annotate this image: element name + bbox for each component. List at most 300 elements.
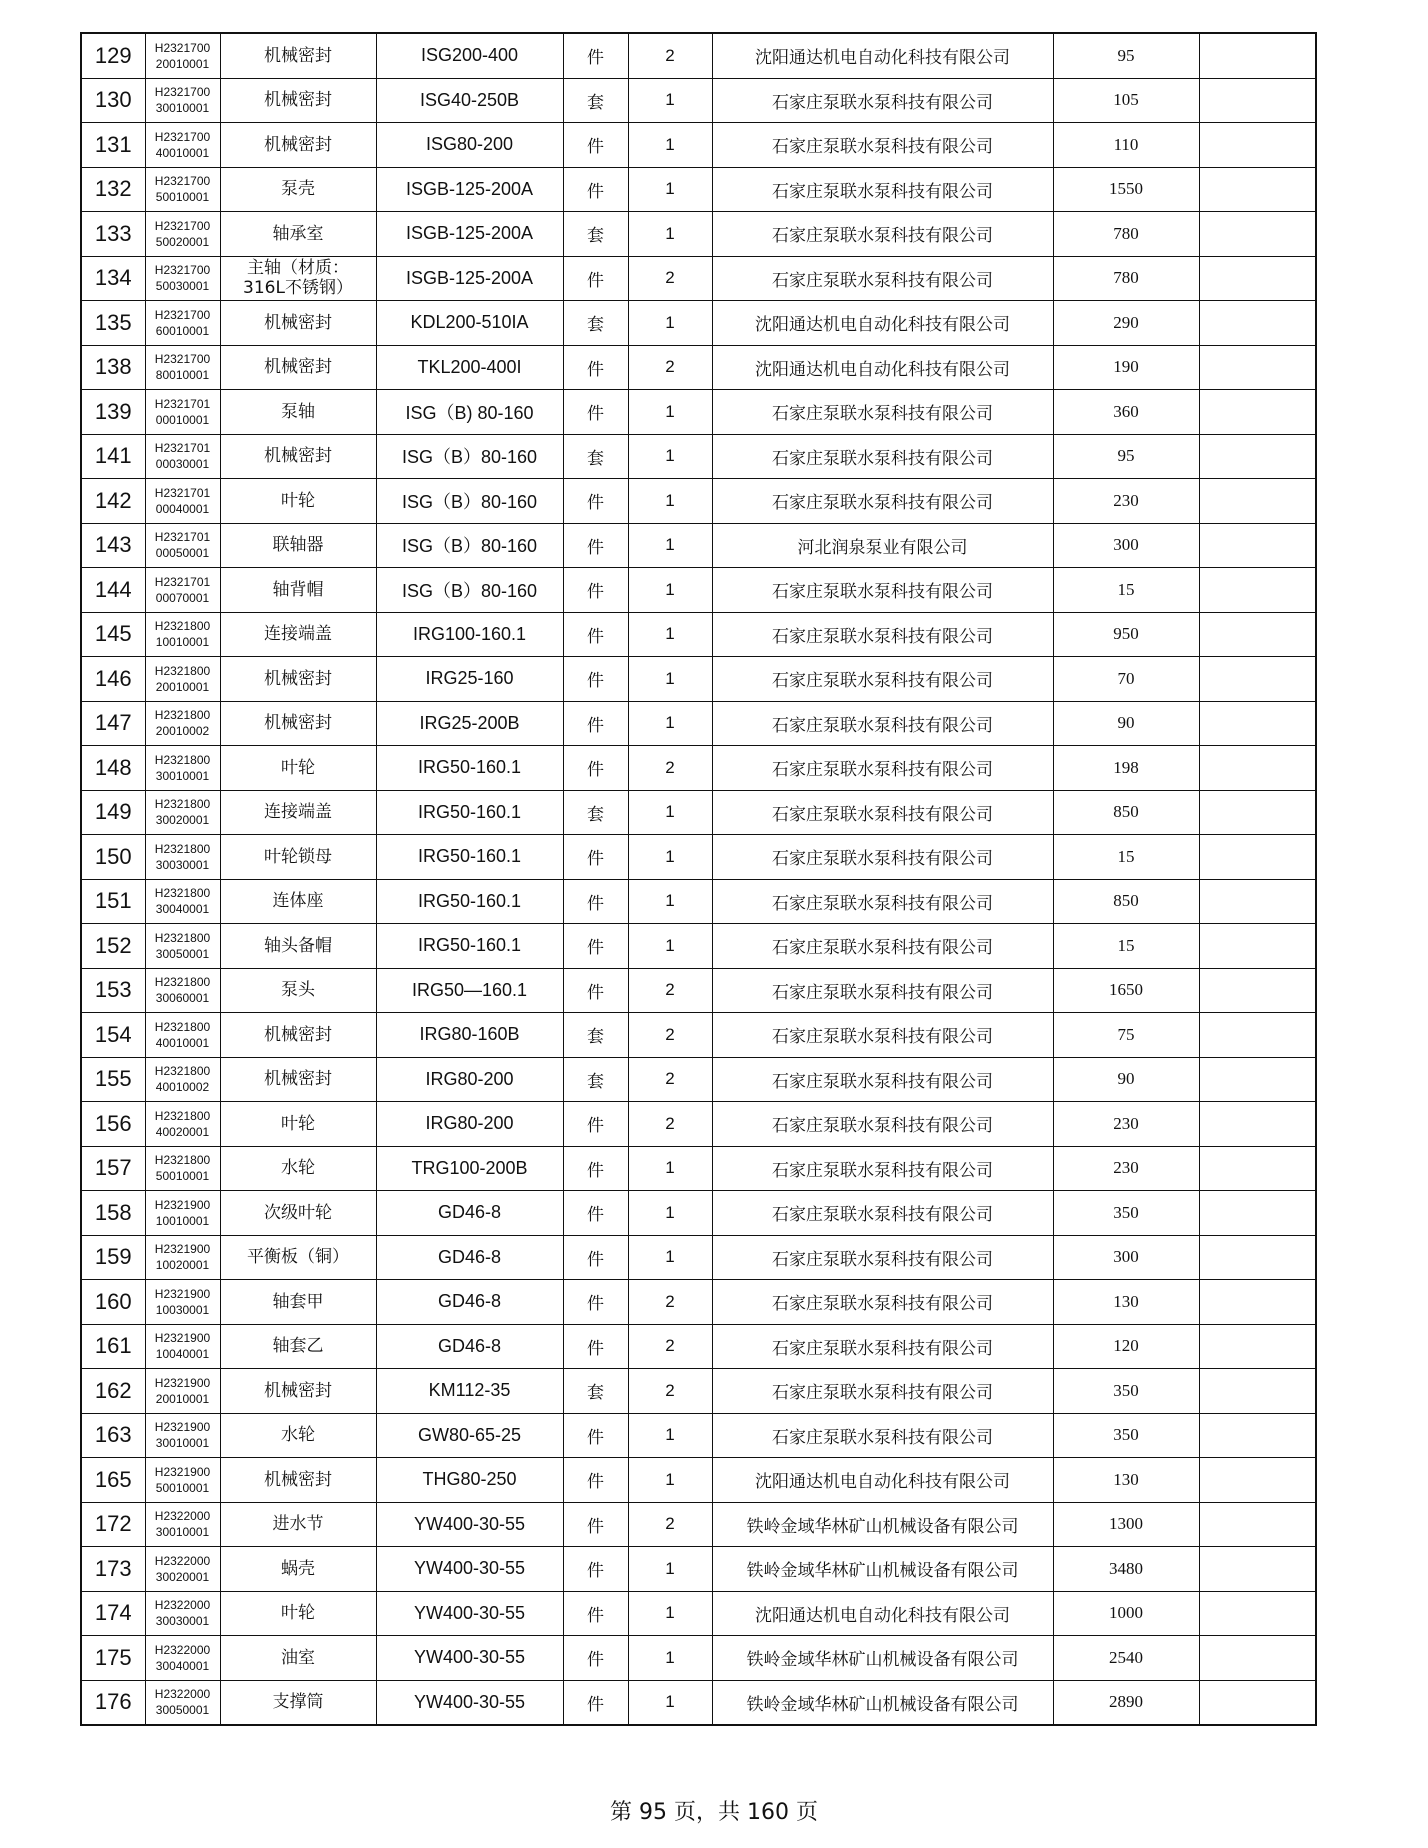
table-row: [81, 345, 1316, 390]
unit-cell: 件: [563, 879, 628, 924]
part-name-cell: 机械密封: [220, 345, 376, 390]
row-number-cell: 139: [81, 390, 145, 435]
part-model-cell: ISGB-125-200A: [376, 167, 563, 212]
row-number-cell: 130: [81, 78, 145, 123]
vendor-name-cell: 沈阳通达机电自动化科技有限公司: [712, 301, 1053, 346]
unit-price-cell: 198: [1053, 746, 1199, 791]
remark-cell: [1199, 790, 1316, 835]
part-model-cell: TRG100-200B: [376, 1146, 563, 1191]
row-number-cell: 134: [81, 256, 145, 301]
table-row: [81, 1191, 1316, 1236]
part-model-cell: GD46-8: [376, 1324, 563, 1369]
quantity-cell: 1: [628, 390, 712, 435]
unit-cell: 件: [563, 1636, 628, 1681]
quantity-cell: 1: [628, 1146, 712, 1191]
row-number-cell: 148: [81, 746, 145, 791]
unit-price-cell: 350: [1053, 1369, 1199, 1414]
part-name-cell: 叶轮: [220, 1591, 376, 1636]
part-model-cell: GD46-8: [376, 1235, 563, 1280]
table-row: [81, 301, 1316, 346]
table-row: [81, 568, 1316, 613]
table-row: [81, 123, 1316, 168]
material-code-cell: H2321800 30060001: [145, 968, 220, 1013]
part-model-cell: GW80-65-25: [376, 1413, 563, 1458]
quantity-cell: 1: [628, 612, 712, 657]
quantity-cell: 1: [628, 790, 712, 835]
table-row: [81, 167, 1316, 212]
table-row: [81, 1502, 1316, 1547]
remark-cell: [1199, 390, 1316, 435]
vendor-name-cell: 石家庄泵联水泵科技有限公司: [712, 1235, 1053, 1280]
unit-price-cell: 2890: [1053, 1680, 1199, 1725]
part-name-cell: 轴头备帽: [220, 924, 376, 969]
part-name-cell: 叶轮锁母: [220, 835, 376, 880]
unit-price-cell: 1550: [1053, 167, 1199, 212]
row-number-cell: 149: [81, 790, 145, 835]
row-number-cell: 135: [81, 301, 145, 346]
unit-price-cell: 75: [1053, 1013, 1199, 1058]
unit-cell: 件: [563, 1458, 628, 1503]
unit-cell: 件: [563, 968, 628, 1013]
unit-price-cell: 15: [1053, 924, 1199, 969]
row-number-cell: 153: [81, 968, 145, 1013]
unit-cell: 件: [563, 123, 628, 168]
part-model-cell: IRG50-160.1: [376, 790, 563, 835]
unit-price-cell: 780: [1053, 256, 1199, 301]
table-row: [81, 1235, 1316, 1280]
unit-price-cell: 230: [1053, 1102, 1199, 1147]
table-row: [81, 1013, 1316, 1058]
part-model-cell: YW400-30-55: [376, 1636, 563, 1681]
material-code-cell: H2321700 50010001: [145, 167, 220, 212]
part-model-cell: ISG40-250B: [376, 78, 563, 123]
table-row: [81, 1458, 1316, 1503]
remark-cell: [1199, 879, 1316, 924]
row-number-cell: 175: [81, 1636, 145, 1681]
part-name-cell: 泵头: [220, 968, 376, 1013]
material-code-cell: H2321900 50010001: [145, 1458, 220, 1503]
remark-cell: [1199, 78, 1316, 123]
material-code-cell: H2321700 30010001: [145, 78, 220, 123]
parts-sheet: [80, 32, 1315, 1726]
part-model-cell: YW400-30-55: [376, 1680, 563, 1725]
material-code-cell: H2321800 30010001: [145, 746, 220, 791]
unit-price-cell: 15: [1053, 568, 1199, 613]
part-model-cell: IRG50—160.1: [376, 968, 563, 1013]
vendor-name-cell: 石家庄泵联水泵科技有限公司: [712, 701, 1053, 746]
part-name-cell: 平衡板（铜）: [220, 1235, 376, 1280]
vendor-name-cell: 石家庄泵联水泵科技有限公司: [712, 1324, 1053, 1369]
page-footer: 第 95 页，共 160 页: [610, 1800, 818, 1825]
part-name-cell: 油室: [220, 1636, 376, 1681]
row-number-cell: 142: [81, 479, 145, 524]
part-model-cell: THG80-250: [376, 1458, 563, 1503]
remark-cell: [1199, 568, 1316, 613]
vendor-name-cell: 石家庄泵联水泵科技有限公司: [712, 1102, 1053, 1147]
unit-price-cell: 230: [1053, 479, 1199, 524]
row-number-cell: 156: [81, 1102, 145, 1147]
quantity-cell: 1: [628, 657, 712, 702]
table-row: [81, 1680, 1316, 1725]
unit-price-cell: 190: [1053, 345, 1199, 390]
quantity-cell: 1: [628, 1636, 712, 1681]
unit-price-cell: 90: [1053, 701, 1199, 746]
part-model-cell: IRG80-160B: [376, 1013, 563, 1058]
part-name-cell: 主轴（材质： 316L不锈钢）: [220, 256, 376, 301]
table-row: [81, 790, 1316, 835]
vendor-name-cell: 沈阳通达机电自动化科技有限公司: [712, 1591, 1053, 1636]
remark-cell: [1199, 924, 1316, 969]
unit-cell: 件: [563, 924, 628, 969]
remark-cell: [1199, 746, 1316, 791]
material-code-cell: H2321800 40010001: [145, 1013, 220, 1058]
vendor-name-cell: 石家庄泵联水泵科技有限公司: [712, 968, 1053, 1013]
quantity-cell: 1: [628, 924, 712, 969]
quantity-cell: 2: [628, 746, 712, 791]
part-model-cell: ISG（B）80-160: [376, 434, 563, 479]
unit-price-cell: 290: [1053, 301, 1199, 346]
table-row: [81, 212, 1316, 257]
row-number-cell: 131: [81, 123, 145, 168]
quantity-cell: 2: [628, 1280, 712, 1325]
part-name-cell: 机械密封: [220, 1013, 376, 1058]
row-number-cell: 133: [81, 212, 145, 257]
remark-cell: [1199, 1369, 1316, 1414]
table-row: [81, 746, 1316, 791]
part-name-cell: 机械密封: [220, 657, 376, 702]
material-code-cell: H2321900 10040001: [145, 1324, 220, 1369]
table-row: [81, 968, 1316, 1013]
unit-price-cell: 105: [1053, 78, 1199, 123]
unit-cell: 件: [563, 479, 628, 524]
quantity-cell: 1: [628, 1547, 712, 1592]
part-name-cell: 泵壳: [220, 167, 376, 212]
material-code-cell: H2321700 20010001: [145, 33, 220, 78]
part-model-cell: IRG50-160.1: [376, 746, 563, 791]
unit-cell: 套: [563, 1057, 628, 1102]
table-row: [81, 1591, 1316, 1636]
unit-price-cell: 95: [1053, 33, 1199, 78]
part-name-cell: 叶轮: [220, 1102, 376, 1147]
parts-table-body: [81, 33, 1316, 1725]
part-name-cell: 轴套甲: [220, 1280, 376, 1325]
row-number-cell: 146: [81, 657, 145, 702]
material-code-cell: H2321700 80010001: [145, 345, 220, 390]
vendor-name-cell: 石家庄泵联水泵科技有限公司: [712, 612, 1053, 657]
vendor-name-cell: 石家庄泵联水泵科技有限公司: [712, 924, 1053, 969]
material-code-cell: H2321701 00070001: [145, 568, 220, 613]
remark-cell: [1199, 479, 1316, 524]
table-row: [81, 78, 1316, 123]
unit-cell: 件: [563, 1591, 628, 1636]
part-name-cell: 水轮: [220, 1413, 376, 1458]
unit-price-cell: 120: [1053, 1324, 1199, 1369]
remark-cell: [1199, 1591, 1316, 1636]
unit-price-cell: 850: [1053, 790, 1199, 835]
material-code-cell: H2322000 30050001: [145, 1680, 220, 1725]
row-number-cell: 158: [81, 1191, 145, 1236]
part-name-cell: 连接端盖: [220, 790, 376, 835]
part-name-cell: 叶轮: [220, 479, 376, 524]
part-name-cell: 水轮: [220, 1146, 376, 1191]
part-name-cell: 机械密封: [220, 1458, 376, 1503]
material-code-cell: H2321800 20010002: [145, 701, 220, 746]
remark-cell: [1199, 1280, 1316, 1325]
vendor-name-cell: 石家庄泵联水泵科技有限公司: [712, 123, 1053, 168]
unit-price-cell: 110: [1053, 123, 1199, 168]
unit-cell: 件: [563, 701, 628, 746]
part-name-cell: 机械密封: [220, 78, 376, 123]
material-code-cell: H2321700 40010001: [145, 123, 220, 168]
material-code-cell: H2321900 10020001: [145, 1235, 220, 1280]
part-name-cell: 机械密封: [220, 123, 376, 168]
unit-price-cell: 1650: [1053, 968, 1199, 1013]
table-row: [81, 657, 1316, 702]
material-code-cell: H2321800 30050001: [145, 924, 220, 969]
unit-price-cell: 2540: [1053, 1636, 1199, 1681]
unit-cell: 件: [563, 657, 628, 702]
remark-cell: [1199, 1013, 1316, 1058]
material-code-cell: H2322000 30010001: [145, 1502, 220, 1547]
part-model-cell: KDL200-510IA: [376, 301, 563, 346]
unit-cell: 件: [563, 1547, 628, 1592]
table-row: [81, 1636, 1316, 1681]
quantity-cell: 2: [628, 1324, 712, 1369]
vendor-name-cell: 石家庄泵联水泵科技有限公司: [712, 167, 1053, 212]
parts-table: [80, 32, 1317, 1726]
quantity-cell: 1: [628, 123, 712, 168]
vendor-name-cell: 石家庄泵联水泵科技有限公司: [712, 657, 1053, 702]
quantity-cell: 1: [628, 167, 712, 212]
row-number-cell: 154: [81, 1013, 145, 1058]
table-row: [81, 879, 1316, 924]
part-model-cell: IRG80-200: [376, 1102, 563, 1147]
unit-cell: 套: [563, 434, 628, 479]
remark-cell: [1199, 1547, 1316, 1592]
material-code-cell: H2321701 00040001: [145, 479, 220, 524]
material-code-cell: H2321701 00050001: [145, 523, 220, 568]
unit-cell: 件: [563, 1280, 628, 1325]
remark-cell: [1199, 657, 1316, 702]
unit-price-cell: 350: [1053, 1191, 1199, 1236]
unit-price-cell: 95: [1053, 434, 1199, 479]
unit-price-cell: 15: [1053, 835, 1199, 880]
row-number-cell: 157: [81, 1146, 145, 1191]
row-number-cell: 162: [81, 1369, 145, 1414]
unit-cell: 件: [563, 1146, 628, 1191]
table-row: [81, 1102, 1316, 1147]
quantity-cell: 2: [628, 345, 712, 390]
row-number-cell: 141: [81, 434, 145, 479]
remark-cell: [1199, 835, 1316, 880]
unit-price-cell: 350: [1053, 1413, 1199, 1458]
unit-price-cell: 1000: [1053, 1591, 1199, 1636]
unit-price-cell: 130: [1053, 1280, 1199, 1325]
quantity-cell: 1: [628, 301, 712, 346]
quantity-cell: 1: [628, 479, 712, 524]
unit-price-cell: 70: [1053, 657, 1199, 702]
remark-cell: [1199, 33, 1316, 78]
table-row: [81, 256, 1316, 301]
unit-cell: 套: [563, 78, 628, 123]
quantity-cell: 1: [628, 879, 712, 924]
unit-cell: 件: [563, 523, 628, 568]
table-row: [81, 434, 1316, 479]
unit-price-cell: 850: [1053, 879, 1199, 924]
remark-cell: [1199, 1680, 1316, 1725]
vendor-name-cell: 沈阳通达机电自动化科技有限公司: [712, 33, 1053, 78]
row-number-cell: 161: [81, 1324, 145, 1369]
quantity-cell: 1: [628, 1235, 712, 1280]
row-number-cell: 150: [81, 835, 145, 880]
part-model-cell: KM112-35: [376, 1369, 563, 1414]
part-model-cell: ISG200-400: [376, 33, 563, 78]
vendor-name-cell: 石家庄泵联水泵科技有限公司: [712, 212, 1053, 257]
unit-cell: 件: [563, 1324, 628, 1369]
vendor-name-cell: 铁岭金域华林矿山机械设备有限公司: [712, 1680, 1053, 1725]
table-row: [81, 1413, 1316, 1458]
table-row: [81, 523, 1316, 568]
part-model-cell: YW400-30-55: [376, 1547, 563, 1592]
part-model-cell: IRG25-200B: [376, 701, 563, 746]
unit-cell: 套: [563, 1369, 628, 1414]
remark-cell: [1199, 1146, 1316, 1191]
unit-price-cell: 780: [1053, 212, 1199, 257]
material-code-cell: H2321800 20010001: [145, 657, 220, 702]
material-code-cell: H2321800 30040001: [145, 879, 220, 924]
vendor-name-cell: 石家庄泵联水泵科技有限公司: [712, 1057, 1053, 1102]
part-model-cell: ISG（B）80-160: [376, 523, 563, 568]
unit-cell: 件: [563, 256, 628, 301]
row-number-cell: 173: [81, 1547, 145, 1592]
unit-price-cell: 130: [1053, 1458, 1199, 1503]
quantity-cell: 1: [628, 1591, 712, 1636]
unit-cell: 套: [563, 1013, 628, 1058]
remark-cell: [1199, 212, 1316, 257]
part-model-cell: ISG（B）80-160: [376, 479, 563, 524]
part-name-cell: 支撑筒: [220, 1680, 376, 1725]
vendor-name-cell: 石家庄泵联水泵科技有限公司: [712, 390, 1053, 435]
row-number-cell: 176: [81, 1680, 145, 1725]
vendor-name-cell: 铁岭金域华林矿山机械设备有限公司: [712, 1502, 1053, 1547]
table-row: [81, 33, 1316, 78]
row-number-cell: 147: [81, 701, 145, 746]
material-code-cell: H2321800 40010002: [145, 1057, 220, 1102]
part-model-cell: YW400-30-55: [376, 1591, 563, 1636]
vendor-name-cell: 铁岭金域华林矿山机械设备有限公司: [712, 1636, 1053, 1681]
material-code-cell: H2321900 20010001: [145, 1369, 220, 1414]
row-number-cell: 159: [81, 1235, 145, 1280]
table-row: [81, 924, 1316, 969]
unit-cell: 套: [563, 212, 628, 257]
part-name-cell: 轴背帽: [220, 568, 376, 613]
quantity-cell: 1: [628, 1458, 712, 1503]
table-row: [81, 1547, 1316, 1592]
unit-cell: 件: [563, 1413, 628, 1458]
quantity-cell: 1: [628, 1413, 712, 1458]
vendor-name-cell: 沈阳通达机电自动化科技有限公司: [712, 345, 1053, 390]
material-code-cell: H2321700 60010001: [145, 301, 220, 346]
part-name-cell: 机械密封: [220, 33, 376, 78]
remark-cell: [1199, 1458, 1316, 1503]
quantity-cell: 1: [628, 78, 712, 123]
part-model-cell: ISGB-125-200A: [376, 256, 563, 301]
part-name-cell: 机械密封: [220, 301, 376, 346]
unit-price-cell: 360: [1053, 390, 1199, 435]
table-row: [81, 390, 1316, 435]
quantity-cell: 1: [628, 434, 712, 479]
remark-cell: [1199, 256, 1316, 301]
material-code-cell: H2321700 50030001: [145, 256, 220, 301]
material-code-cell: H2322000 30020001: [145, 1547, 220, 1592]
remark-cell: [1199, 123, 1316, 168]
part-name-cell: 联轴器: [220, 523, 376, 568]
table-row: [81, 701, 1316, 746]
part-model-cell: ISGB-125-200A: [376, 212, 563, 257]
quantity-cell: 2: [628, 256, 712, 301]
row-number-cell: 138: [81, 345, 145, 390]
row-number-cell: 174: [81, 1591, 145, 1636]
material-code-cell: H2321800 30030001: [145, 835, 220, 880]
part-name-cell: 泵轴: [220, 390, 376, 435]
vendor-name-cell: 石家庄泵联水泵科技有限公司: [712, 568, 1053, 613]
table-row: [81, 479, 1316, 524]
part-name-cell: 连体座: [220, 879, 376, 924]
remark-cell: [1199, 167, 1316, 212]
remark-cell: [1199, 523, 1316, 568]
table-row: [81, 1280, 1316, 1325]
row-number-cell: 143: [81, 523, 145, 568]
vendor-name-cell: 铁岭金域华林矿山机械设备有限公司: [712, 1547, 1053, 1592]
row-number-cell: 151: [81, 879, 145, 924]
quantity-cell: 1: [628, 1680, 712, 1725]
part-name-cell: 机械密封: [220, 434, 376, 479]
part-model-cell: ISG（B) 80-160: [376, 390, 563, 435]
remark-cell: [1199, 1324, 1316, 1369]
vendor-name-cell: 河北润泉泵业有限公司: [712, 523, 1053, 568]
vendor-name-cell: 石家庄泵联水泵科技有限公司: [712, 78, 1053, 123]
part-model-cell: YW400-30-55: [376, 1502, 563, 1547]
part-model-cell: IRG25-160: [376, 657, 563, 702]
part-model-cell: GD46-8: [376, 1191, 563, 1236]
unit-cell: 件: [563, 612, 628, 657]
part-model-cell: IRG50-160.1: [376, 924, 563, 969]
remark-cell: [1199, 1636, 1316, 1681]
row-number-cell: 145: [81, 612, 145, 657]
material-code-cell: H2321900 10010001: [145, 1191, 220, 1236]
part-name-cell: 轴承室: [220, 212, 376, 257]
remark-cell: [1199, 1502, 1316, 1547]
part-model-cell: GD46-8: [376, 1280, 563, 1325]
material-code-cell: H2322000 30030001: [145, 1591, 220, 1636]
vendor-name-cell: 石家庄泵联水泵科技有限公司: [712, 1013, 1053, 1058]
quantity-cell: 2: [628, 968, 712, 1013]
table-row: [81, 612, 1316, 657]
row-number-cell: 144: [81, 568, 145, 613]
remark-cell: [1199, 345, 1316, 390]
quantity-cell: 1: [628, 212, 712, 257]
unit-cell: 件: [563, 1102, 628, 1147]
part-name-cell: 机械密封: [220, 1369, 376, 1414]
material-code-cell: H2321701 00010001: [145, 390, 220, 435]
quantity-cell: 1: [628, 523, 712, 568]
table-row: [81, 1324, 1316, 1369]
unit-cell: 件: [563, 1502, 628, 1547]
unit-price-cell: 950: [1053, 612, 1199, 657]
quantity-cell: 2: [628, 1013, 712, 1058]
material-code-cell: H2322000 30040001: [145, 1636, 220, 1681]
remark-cell: [1199, 1413, 1316, 1458]
